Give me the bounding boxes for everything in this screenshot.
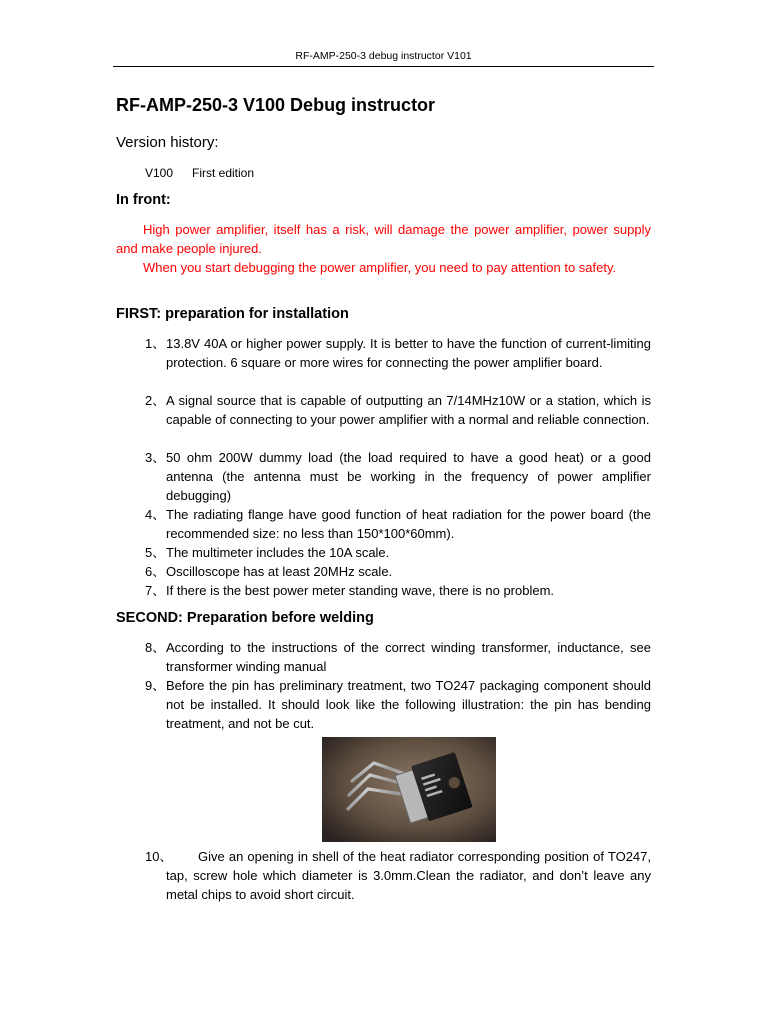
item-text: Before the pin has preliminary treatment, two TO247 packaging component should not be installed. It should look like the following illustration: the pin has bending treatment, and not be cut. — [166, 678, 651, 731]
item-number: 4、 — [145, 507, 166, 522]
header-divider — [113, 66, 654, 67]
item-number: 9、 — [145, 678, 166, 693]
list-item — [145, 334, 651, 372]
item-text: 13.8V 40A or higher power supply. It is better to have the function of current-limiting protection. 6 square or more wires for connecting the power amplifier board. — [166, 336, 651, 370]
list-item — [145, 505, 651, 543]
item-number: 8、 — [145, 640, 166, 655]
first-section-heading: FIRST: preparation for installation — [116, 306, 349, 322]
item-number: 1、 — [145, 336, 166, 351]
page-header: RF-AMP-250-3 debug instructor V101 — [295, 50, 472, 62]
list-item — [145, 676, 651, 733]
item-number: 10、 — [145, 849, 173, 864]
list-item — [145, 391, 651, 429]
list-item — [145, 581, 651, 600]
item-text-content: Give an opening in shell of the heat radiator corresponding position of TO247, tap, screw hole which diameter is 3.0mm.Clean the radiator, and don’t leave any metal chips to avoid short circuit. — [166, 849, 651, 902]
warning-paragraph-2 — [116, 258, 651, 277]
document-title: RF-AMP-250-3 V100 Debug instructor — [116, 95, 436, 115]
item-number: 3、 — [145, 450, 166, 465]
list-item — [145, 543, 651, 562]
item-text: 50 ohm 200W dummy load (the load required to have a good heat) or a good antenna (the antenna must be working in the frequency of power amplifier debugging) — [166, 450, 651, 503]
item-text: A signal source that is capable of outputting an 7/14MHz10W or a station, which is capable of connecting to your power amplifier with a normal and reliable connection. — [166, 393, 651, 427]
in-front-heading: In front: — [116, 192, 171, 208]
item-text: Oscilloscope has at least 20MHz scale. — [166, 564, 393, 579]
version-description: First edition — [192, 166, 255, 180]
item-number: 6、 — [145, 564, 166, 579]
transistor-photo — [322, 737, 496, 842]
item-text: The radiating flange have good function of heat radiation for the power board (the recommended size: no less than 150*100*60mm). — [166, 507, 651, 541]
warning-text-2: When you start debugging the power amplifier, you need to pay attention to safety. — [143, 260, 617, 275]
warning-text-1: High power amplifier, itself has a risk, will damage the power amplifier, power supply and make people injured. — [116, 222, 651, 256]
list-item — [145, 638, 651, 676]
version-number: V100 — [145, 166, 174, 180]
item-text: According to the instructions of the correct winding transformer, inductance, see transformer winding manual — [166, 640, 651, 674]
warning-paragraph-1 — [116, 220, 651, 258]
list-item — [145, 562, 651, 581]
item-text: If there is the best power meter standing wave, there is no problem. — [166, 583, 555, 598]
item-number: 7、 — [145, 583, 166, 598]
list-item — [145, 448, 651, 505]
version-history-heading: Version history: — [116, 134, 219, 151]
second-section-heading: SECOND: Preparation before welding — [116, 610, 374, 626]
item-number: 2、 — [145, 393, 166, 408]
item-text: The multimeter includes the 10A scale. — [166, 545, 390, 560]
list-item — [145, 847, 651, 904]
item-number: 5、 — [145, 545, 166, 560]
item-text — [166, 847, 651, 904]
